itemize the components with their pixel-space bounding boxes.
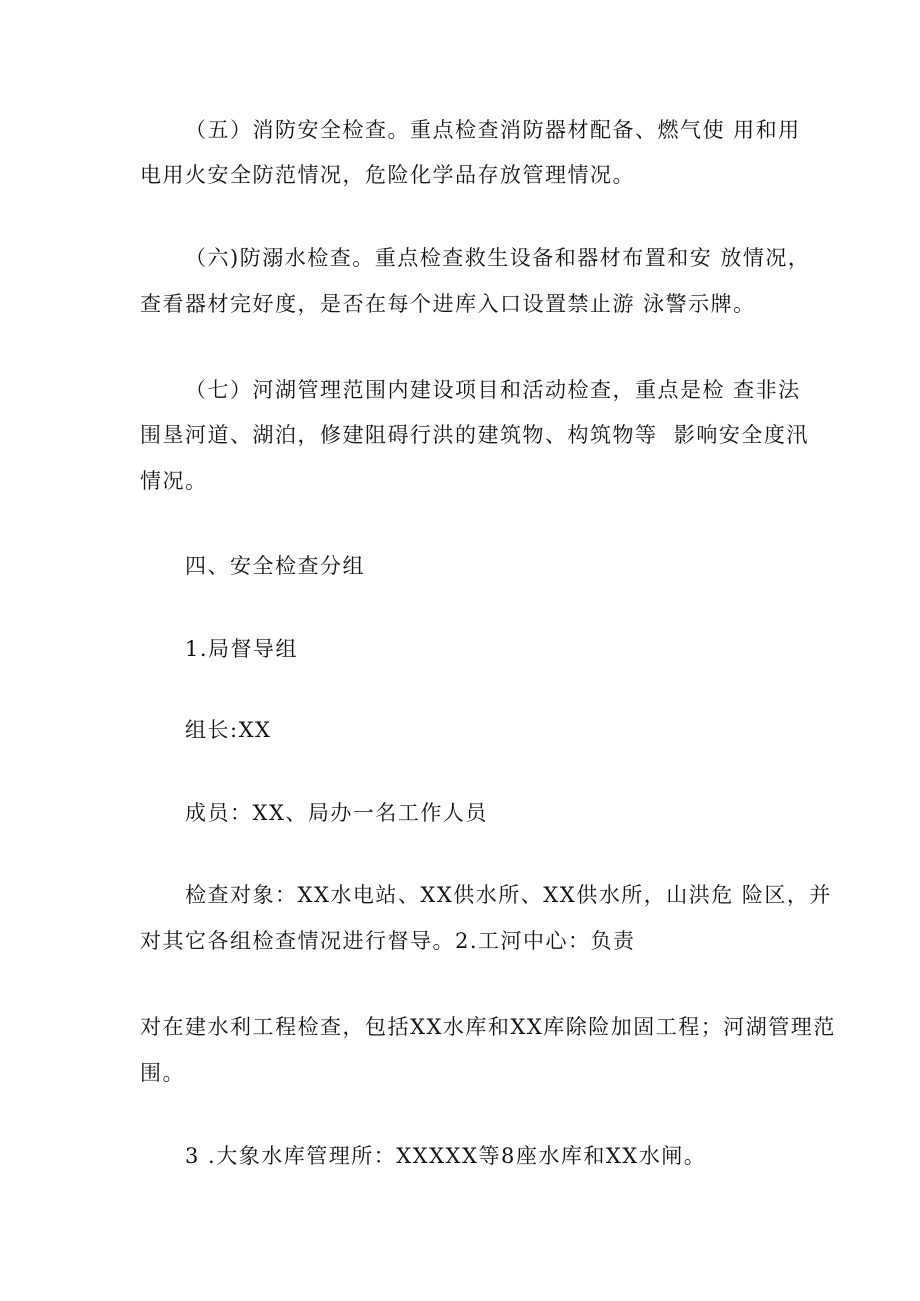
paragraph-5-line-2: 电用火安全防范情况，危险化学品存放管理情况。 [140,163,635,187]
group-1-title: 1.局督导组 [185,637,299,661]
paragraph-6-line-1: （六)防溺水检查。重点检查救生设备和器材布置和安 放情况， [185,246,811,270]
group-1-targets-line-1: 检查对象：XX水电站、XX供水所、XX供水所，山洪危 险区，并 [185,883,832,907]
section-heading: 四、安全检查分组 [185,554,365,578]
group-3-line-1: 3 .大象水库管理所：XXXXX等8座水库和XX水闸。 [185,1144,707,1168]
group-2-line-1: 对在建水利工程检查，包括XX水库和XX库除险加固工程；河湖管理范 [140,1015,836,1039]
paragraph-7-line-1: （七）河湖管理范围内建设项目和活动检查，重点是检 查非法 [185,378,801,402]
group-1-members: 成员：XX、局办一名工作人员 [185,801,488,825]
group-1-leader: 组长:XX [185,718,272,742]
paragraph-7-line-2: 围垦河道、湖泊，修建阻碍行洪的建筑物、构筑物等 影响安全度汛 [140,423,809,447]
group-2-line-2: 围。 [140,1061,185,1085]
paragraph-7-line-3: 情况。 [140,469,208,493]
group-1-targets-line-2: 对其它各组检查情况进行督导。2.工河中心：负责 [140,929,636,953]
paragraph-5-line-1: （五）消防安全检查。重点检查消防器材配备、燃气使 用和用 [185,118,801,142]
paragraph-6-line-2: 查看器材完好度，是否在每个进库入口设置禁止游 泳警示牌。 [140,292,756,316]
